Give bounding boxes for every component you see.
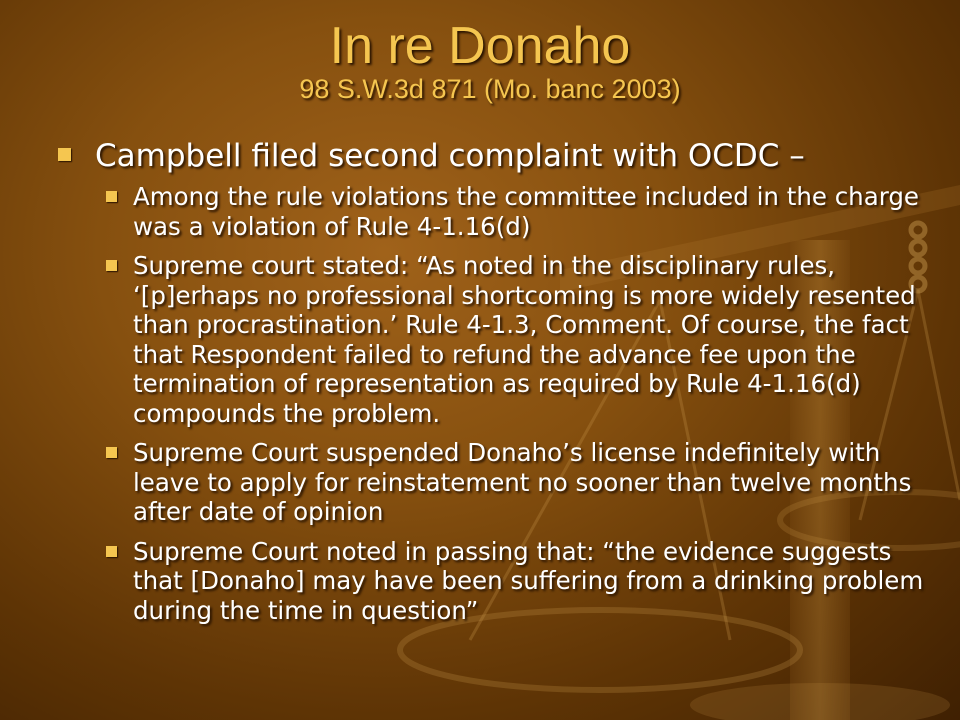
case-citation: 98 S.W.3d 871 (Mo. banc 2003) bbox=[299, 74, 681, 104]
title-block bbox=[0, 18, 960, 104]
sub-bullet bbox=[106, 182, 928, 241]
square-bullet-icon bbox=[106, 447, 117, 458]
sub-bullet-text: Supreme court stated: “As noted in the disciplinary rules, ‘[p]erhaps no professional shortcoming is more widely resented than procrastination.’ Rule 4-1.3, Comment. Of course, the fact that Respondent failed to refund the advance fee upon the termination of representation as required by Rule 4-1.16(d) compounds the problem. bbox=[133, 251, 916, 428]
sub-bullet-text: Supreme Court suspended Donaho’s license indefinitely with leave to apply for reinstatement no sooner than twelve months after date of opinion bbox=[133, 438, 912, 526]
main-bullet bbox=[58, 136, 928, 176]
square-bullet-icon bbox=[58, 148, 71, 161]
sub-bullet-list bbox=[58, 182, 928, 625]
slide-content bbox=[58, 136, 928, 635]
square-bullet-icon bbox=[106, 260, 117, 271]
sub-bullet-text: Supreme Court noted in passing that: “the evidence suggests that [Donaho] may have been suffering from a drinking problem during the time in question” bbox=[133, 536, 924, 625]
sub-bullet bbox=[106, 251, 928, 428]
slide-title: In re Donaho bbox=[329, 17, 631, 75]
sub-bullet bbox=[106, 537, 928, 626]
sub-bullet bbox=[106, 438, 928, 527]
square-bullet-icon bbox=[106, 191, 117, 202]
sub-bullet-text: Among the rule violations the committee included in the charge was a violation of Rule 4-1.16(d) bbox=[133, 182, 919, 241]
main-bullet-text: Campbell filed second complaint with OCDC – bbox=[95, 138, 805, 174]
square-bullet-icon bbox=[106, 546, 117, 557]
